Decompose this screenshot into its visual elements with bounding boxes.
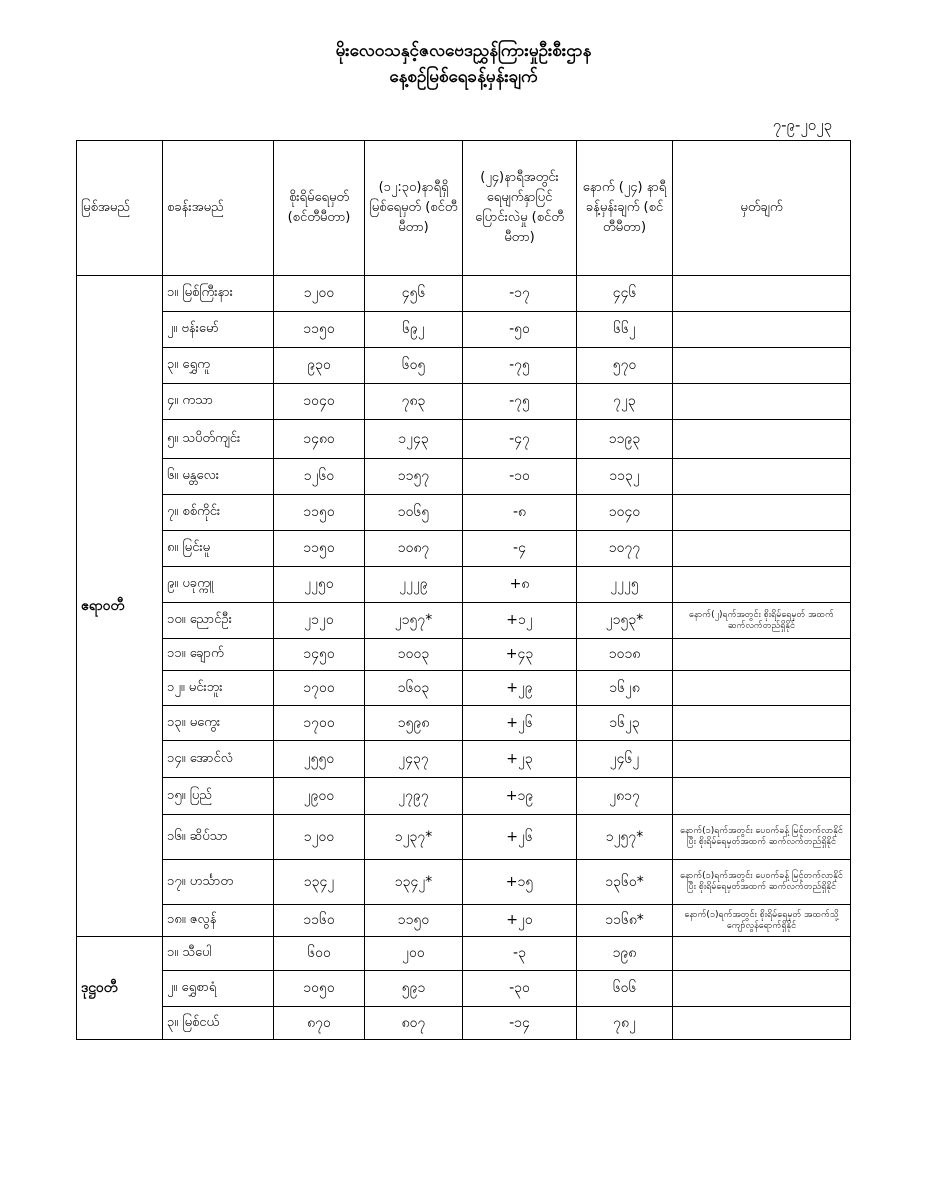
remark bbox=[673, 384, 851, 420]
table-row bbox=[77, 459, 851, 495]
level-change: -၅၀ bbox=[463, 312, 577, 348]
level-change: -၁၄ bbox=[463, 1007, 577, 1040]
current-level: ၁၀၈၇ bbox=[365, 531, 463, 567]
current-level: ၁၆၀၃ bbox=[365, 671, 463, 706]
level-change: +၂၉ bbox=[463, 671, 577, 706]
station-name: ၁၇။ ဟင်္သာတ bbox=[163, 860, 274, 905]
danger-level: ၁၁၆၀ bbox=[274, 905, 365, 937]
table-header-row bbox=[77, 141, 851, 276]
table-row bbox=[77, 905, 851, 937]
forecast-level: ၂၈၁၇ bbox=[577, 778, 673, 815]
danger-level: ၁၃၄၂ bbox=[274, 860, 365, 905]
forecast-level: ၆၆၂ bbox=[577, 312, 673, 348]
station-name: ၁၂။ မင်းဘူး bbox=[163, 671, 274, 706]
station-name: ၆။ မန္တလေး bbox=[163, 459, 274, 495]
table-row bbox=[77, 937, 851, 971]
table-row bbox=[77, 312, 851, 348]
remark bbox=[673, 741, 851, 778]
report-date: ၇-၉-၂၀၂၃ bbox=[772, 116, 832, 134]
remark bbox=[673, 459, 851, 495]
level-change: +၂၆ bbox=[463, 815, 577, 860]
danger-level: ၂၁၂၀ bbox=[274, 603, 365, 639]
table-row bbox=[77, 671, 851, 706]
forecast-level: ၁၀၄၀ bbox=[577, 495, 673, 531]
level-change: -၃ bbox=[463, 937, 577, 971]
danger-level: ၁၁၅၀ bbox=[274, 495, 365, 531]
current-level: ၁၂၄၃ bbox=[365, 420, 463, 459]
forecast-level: ၁၆၂၃ bbox=[577, 706, 673, 741]
danger-level: ၁၄၅၀ bbox=[274, 639, 365, 671]
table-row bbox=[77, 815, 851, 860]
current-level: ၅၉၁ bbox=[365, 971, 463, 1007]
danger-level: ၈၇၀ bbox=[274, 1007, 365, 1040]
level-change: +၁၅ bbox=[463, 860, 577, 905]
current-level: ၁၀၀၃ bbox=[365, 639, 463, 671]
station-name: ၅။ သပိတ်ကျင်း bbox=[163, 420, 274, 459]
station-name: ၁၃။ မကွေး bbox=[163, 706, 274, 741]
col-header-station: စခန်းအမည် bbox=[163, 141, 274, 276]
level-change: -၄ bbox=[463, 531, 577, 567]
forecast-level: ၁၁၉၃ bbox=[577, 420, 673, 459]
station-name: ၁၀။ ညောင်ဦး bbox=[163, 603, 274, 639]
danger-level: ၁၀၄၀ bbox=[274, 384, 365, 420]
remark bbox=[673, 971, 851, 1007]
forecast-level: ၂၁၅၃* bbox=[577, 603, 673, 639]
forecast-level: ၁၁၆၈* bbox=[577, 905, 673, 937]
current-level: ၈၀၇ bbox=[365, 1007, 463, 1040]
current-level: ၆၉၂ bbox=[365, 312, 463, 348]
current-level: ၂၀၀ bbox=[365, 937, 463, 971]
danger-level: ၂၉၀၀ bbox=[274, 778, 365, 815]
level-change: -၃၀ bbox=[463, 971, 577, 1007]
forecast-level: ၆၀၆ bbox=[577, 971, 673, 1007]
station-name: ၉။ ပခုက္ကူ bbox=[163, 567, 274, 603]
station-name: ၁။ သီပေါ bbox=[163, 937, 274, 971]
current-level: ၁၁၅၇ bbox=[365, 459, 463, 495]
forecast-level: ၁၁၃၂ bbox=[577, 459, 673, 495]
remark bbox=[673, 348, 851, 384]
level-change: +၂၀ bbox=[463, 905, 577, 937]
danger-level: ၉၃၀ bbox=[274, 348, 365, 384]
remark bbox=[673, 495, 851, 531]
level-change: +၈ bbox=[463, 567, 577, 603]
forecast-level: ၂၄၆၂ bbox=[577, 741, 673, 778]
station-name: ၁၈။ ဇလွန် bbox=[163, 905, 274, 937]
level-change: +၄၃ bbox=[463, 639, 577, 671]
current-level: ၁၂၃၇* bbox=[365, 815, 463, 860]
forecast-level: ၁၉၈ bbox=[577, 937, 673, 971]
remark bbox=[673, 671, 851, 706]
danger-level: ၁၂၆၀ bbox=[274, 459, 365, 495]
current-level: ၂၁၅၇* bbox=[365, 603, 463, 639]
remark bbox=[673, 312, 851, 348]
col-header-danger-level: စိုးရိမ်ရေမှတ် (စင်တီမီတာ) bbox=[274, 141, 365, 276]
table-row bbox=[77, 860, 851, 905]
station-name: ၇။ စစ်ကိုင်း bbox=[163, 495, 274, 531]
station-name: ၁၅။ ပြည် bbox=[163, 778, 274, 815]
report-title: မိုးလေဝသနှင့်ဇလဗေဒညွှန်ကြားမှုဦးစီးဌာန bbox=[335, 41, 592, 61]
remark bbox=[673, 706, 851, 741]
station-name: ၂။ ရွှေစာရံ bbox=[163, 971, 274, 1007]
station-name: ၁၁။ ချောက် bbox=[163, 639, 274, 671]
table-row bbox=[77, 420, 851, 459]
station-name: ၂။ ဗန်းမော် bbox=[163, 312, 274, 348]
table-row bbox=[77, 348, 851, 384]
level-change: -၈ bbox=[463, 495, 577, 531]
forecast-level: ၂၂၂၅ bbox=[577, 567, 673, 603]
remark: နောက်(၁)ရက်အတွင်း စိုးရိမ်ရေမှတ် အထက်သို့ ကျော်လွန်ရောက်ရှိနိုင် bbox=[673, 905, 851, 937]
table-row bbox=[77, 1007, 851, 1040]
current-level: ၁၅၉၈ bbox=[365, 706, 463, 741]
table-row bbox=[77, 706, 851, 741]
remark bbox=[673, 639, 851, 671]
current-level: ၆၀၅ bbox=[365, 348, 463, 384]
current-level: ၂၄၃၇ bbox=[365, 741, 463, 778]
station-name: ၃။ မြစ်ငယ် bbox=[163, 1007, 274, 1040]
river-name: ဧရာဝတီ bbox=[77, 276, 163, 937]
level-change: -၄၇ bbox=[463, 420, 577, 459]
danger-level: ၁၂၀၀ bbox=[274, 815, 365, 860]
danger-level: ၁၁၅၀ bbox=[274, 531, 365, 567]
level-change: +၁၉ bbox=[463, 778, 577, 815]
level-change: +၁၂ bbox=[463, 603, 577, 639]
remark: နောက်(၁)ရက်အတွင်း ပေ၀က်ခန့် မြင့်တက်လာနိုင်ပြီး စိုးရိမ်ရေမှတ်အထက် ဆက်လက်တည်ရှိနိုင် bbox=[673, 860, 851, 905]
col-header-change: (၂၄)နာရီအတွင်း ရေမျက်နှာပြင် ပြောင်းလဲမှု (စင်တီမီတာ) bbox=[463, 141, 577, 276]
level-change: -၇၅ bbox=[463, 348, 577, 384]
remark: နောက်(၂)ရက်အတွင်း စိုးရိမ်ရေမှတ် အထက် ဆက်လက်တည်ရှိနိုင် bbox=[673, 603, 851, 639]
forecast-level: ၅၇၀ bbox=[577, 348, 673, 384]
station-name: ၁၄။ အောင်လံ bbox=[163, 741, 274, 778]
table-row bbox=[77, 276, 851, 312]
table-row bbox=[77, 567, 851, 603]
level-change: +၂၃ bbox=[463, 741, 577, 778]
river-forecast-table bbox=[76, 140, 851, 1040]
remark: နောက်(၁)ရက်အတွင်း ပေ၀က်ခန့် မြင့်တက်လာနိုင်ပြီး စိုးရိမ်ရေမှတ်အထက် ဆက်လက်တည်ရှိနိုင် bbox=[673, 815, 851, 860]
table-row bbox=[77, 778, 851, 815]
remark bbox=[673, 567, 851, 603]
station-name: ၈။ မြင်းမူ bbox=[163, 531, 274, 567]
level-change: -၁၇ bbox=[463, 276, 577, 312]
col-header-current-level: (၁၂:၃၀)နာရီရှိ မြစ်ရေမှတ် (စင်တီမီတာ) bbox=[365, 141, 463, 276]
current-level: ၇၈၃ bbox=[365, 384, 463, 420]
danger-level: ၁၇၀၀ bbox=[274, 671, 365, 706]
station-name: ၄။ ကသာ bbox=[163, 384, 274, 420]
forecast-level: ၁၀၇၇ bbox=[577, 531, 673, 567]
table-row bbox=[77, 531, 851, 567]
forecast-level: ၁၂၅၇* bbox=[577, 815, 673, 860]
table-row bbox=[77, 495, 851, 531]
current-level: ၄၅၆ bbox=[365, 276, 463, 312]
level-change: -၁၀ bbox=[463, 459, 577, 495]
table-row bbox=[77, 603, 851, 639]
col-header-forecast: နောက် (၂၄) နာရီ ခန့်မှန်းချက် (စင်တီမီတာ) bbox=[577, 141, 673, 276]
remark bbox=[673, 276, 851, 312]
level-change: +၂၆ bbox=[463, 706, 577, 741]
danger-level: ၁၇၀၀ bbox=[274, 706, 365, 741]
table-body bbox=[77, 276, 851, 1040]
danger-level: ၁၄၈၀ bbox=[274, 420, 365, 459]
forecast-level: ၁၀၁၈ bbox=[577, 639, 673, 671]
col-header-river: မြစ်အမည် bbox=[77, 141, 163, 276]
current-level: ၁၃၄၂* bbox=[365, 860, 463, 905]
danger-level: ၂၂၅၀ bbox=[274, 567, 365, 603]
danger-level: ၁၀၅၀ bbox=[274, 971, 365, 1007]
forecast-level: ၇၈၂ bbox=[577, 1007, 673, 1040]
danger-level: ၂၅၅၀ bbox=[274, 741, 365, 778]
station-name: ၃။ ရွှေကူ bbox=[163, 348, 274, 384]
current-level: ၂၇၉၇ bbox=[365, 778, 463, 815]
table-row bbox=[77, 384, 851, 420]
remark bbox=[673, 937, 851, 971]
remark bbox=[673, 778, 851, 815]
danger-level: ၁၁၅၀ bbox=[274, 312, 365, 348]
current-level: ၁၁၅၀ bbox=[365, 905, 463, 937]
danger-level: ၆၀၀ bbox=[274, 937, 365, 971]
current-level: ၁၀၆၅ bbox=[365, 495, 463, 531]
current-level: ၂၂၂၉ bbox=[365, 567, 463, 603]
remark bbox=[673, 420, 851, 459]
remark bbox=[673, 1007, 851, 1040]
danger-level: ၁၂၀၀ bbox=[274, 276, 365, 312]
table-row bbox=[77, 971, 851, 1007]
level-change: -၇၅ bbox=[463, 384, 577, 420]
table-row bbox=[77, 639, 851, 671]
forecast-level: ၇၂၃ bbox=[577, 384, 673, 420]
col-header-remarks: မှတ်ချက် bbox=[673, 141, 851, 276]
station-name: ၁။ မြစ်ကြီးနား bbox=[163, 276, 274, 312]
remark bbox=[673, 531, 851, 567]
station-name: ၁၆။ ဆိပ်သာ bbox=[163, 815, 274, 860]
table-row bbox=[77, 741, 851, 778]
river-name: ဒုဋ္ဌဝတီ bbox=[77, 937, 163, 1040]
forecast-level: ၁၃၆၀* bbox=[577, 860, 673, 905]
report-subtitle: နေ့စဉ်မြစ်ရေခန့်မှန်းချက် bbox=[389, 67, 538, 87]
forecast-level: ၄၄၆ bbox=[577, 276, 673, 312]
forecast-level: ၁၆၂၈ bbox=[577, 671, 673, 706]
